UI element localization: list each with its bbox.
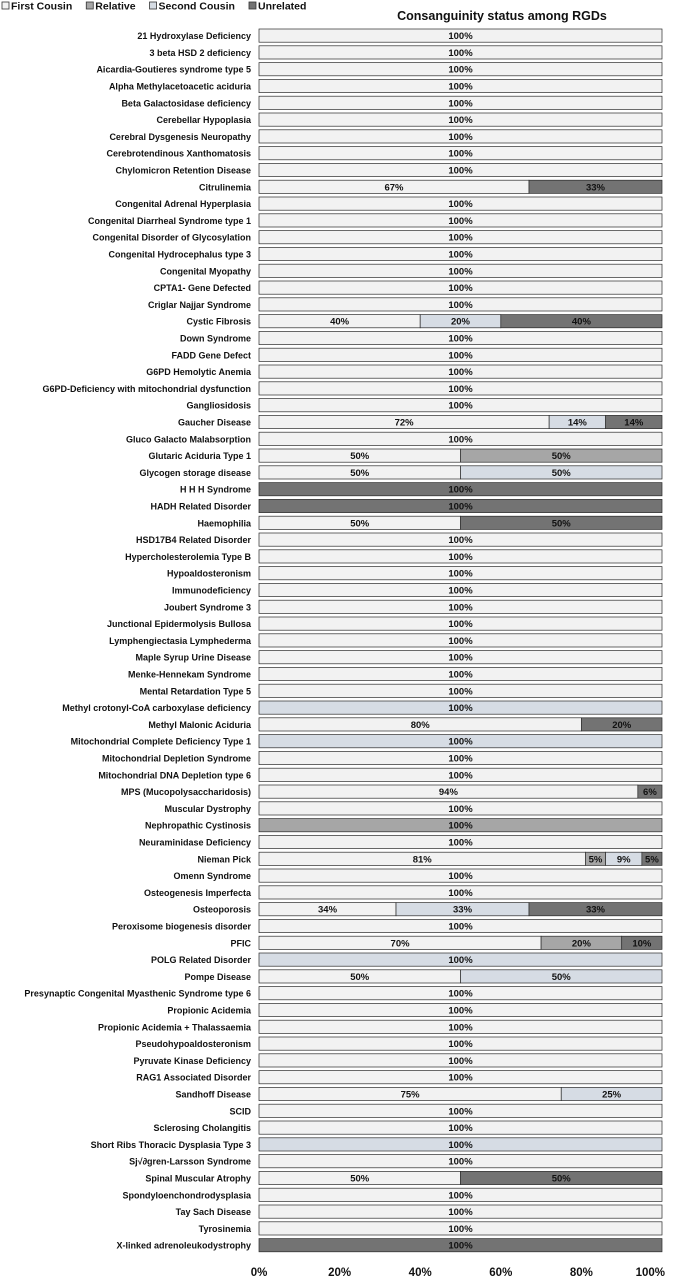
data-label: 100% — [448, 266, 473, 278]
category-label: HSD17B4 Related Disorder — [135, 535, 251, 546]
data-label: 100% — [448, 131, 473, 143]
category-label: Congenital Myopathy — [159, 266, 251, 277]
data-label: 50% — [350, 467, 370, 479]
category-label: Glycogen storage disease — [139, 467, 251, 478]
legend-swatch-unrelated — [249, 2, 256, 9]
data-label: 33% — [585, 182, 606, 194]
data-label: 100% — [448, 400, 473, 412]
category-label: Sj√∂gren-Larsson Syndrome — [129, 1156, 251, 1167]
x-tick-label: 40% — [408, 1267, 432, 1279]
category-label: Mental Retardation Type 5 — [139, 686, 251, 697]
category-label: POLG Related Disorder — [150, 955, 251, 966]
data-label: 100% — [448, 434, 473, 446]
data-label: 25% — [602, 1089, 622, 1101]
data-label: 81% — [412, 854, 432, 866]
category-label: Haemophilia — [197, 518, 251, 529]
data-label: 100% — [448, 988, 473, 1000]
x-tick-label: 0% — [250, 1267, 268, 1279]
category-label: RAG1 Associated Disorder — [136, 1072, 251, 1083]
data-label: 100% — [448, 484, 473, 496]
legend-label-relative: Relative — [95, 0, 136, 13]
data-label: 100% — [448, 921, 473, 933]
data-label: 100% — [448, 249, 473, 261]
legend-swatch-relative — [86, 2, 93, 9]
data-label: 100% — [448, 703, 473, 715]
category-label: HADH Related Disorder — [150, 501, 251, 512]
chart-title: Consanguinity status among RGDs — [397, 9, 607, 23]
data-label: 100% — [448, 602, 473, 614]
data-label: 50% — [350, 1173, 370, 1185]
category-label: Cerebellar Hypoplasia — [156, 115, 251, 126]
category-label: Hypoaldosteronism — [166, 568, 251, 579]
category-label: Short Ribs Thoracic Dysplasia Type 3 — [90, 1139, 251, 1150]
legend — [2, 1, 306, 13]
category-label: Pseudohypoaldosteronism — [135, 1039, 251, 1050]
data-label: 72% — [394, 417, 414, 429]
data-label: 70% — [390, 938, 410, 950]
category-label: Joubert Syndrome 3 — [163, 602, 251, 613]
category-label: Citrulinemia — [198, 182, 251, 193]
data-label: 100% — [448, 1123, 473, 1135]
data-label: 100% — [448, 652, 473, 664]
category-label: FADD Gene Defect — [171, 350, 251, 361]
data-label: 40% — [330, 316, 350, 328]
data-label: 5% — [645, 854, 659, 866]
data-label: 100% — [448, 736, 473, 748]
data-label: 100% — [448, 299, 473, 311]
data-label: 50% — [551, 518, 571, 530]
data-label: 50% — [551, 467, 571, 479]
data-label: 100% — [448, 367, 473, 379]
data-label: 100% — [448, 383, 473, 395]
category-label: Tyrosinemia — [198, 1223, 251, 1234]
data-label: 20% — [450, 316, 471, 328]
category-label: Gaucher Disease — [177, 417, 251, 428]
category-label: X-linked adrenoleukodystrophy — [116, 1240, 251, 1251]
data-label: 100% — [448, 619, 473, 631]
data-label: 100% — [448, 568, 473, 580]
category-label: Immunodeficiency — [171, 585, 251, 596]
category-label: Alpha Methylacetoacetic aciduria — [108, 81, 251, 92]
data-label: 100% — [448, 1055, 473, 1067]
x-tick-label: 60% — [489, 1267, 513, 1279]
data-label: 6% — [643, 787, 657, 799]
category-label: Mitochondrial Complete Deficiency Type 1 — [70, 736, 251, 747]
data-label: 100% — [448, 770, 473, 782]
legend-swatch-first-cousin — [2, 2, 9, 9]
data-label: 100% — [448, 115, 473, 127]
data-label: 100% — [448, 753, 473, 765]
data-label: 50% — [350, 971, 370, 983]
category-label: Methyl Malonic Aciduria — [148, 719, 251, 730]
category-label: Propionic Acidemia + Thalassaemia — [98, 1022, 251, 1033]
category-label: Neuraminidase Deficiency — [138, 837, 251, 848]
category-label: Down Syndrome — [179, 333, 251, 344]
data-label: 100% — [448, 803, 473, 815]
data-label: 94% — [438, 787, 458, 799]
data-label: 100% — [448, 1139, 473, 1151]
data-label: 33% — [453, 904, 473, 916]
category-label: Lymphengiectasia Lymphederma — [109, 635, 251, 646]
category-label: PFIC — [230, 938, 251, 949]
category-label: Cerebral Dysgenesis Neuropathy — [109, 131, 251, 142]
data-label: 100% — [448, 820, 473, 832]
category-label: G6PD-Deficiency with mitochondrial dysfunction — [42, 383, 251, 394]
data-label: 100% — [448, 551, 473, 563]
data-label: 80% — [410, 719, 430, 731]
category-label: 3 beta HSD 2 deficiency — [149, 47, 251, 58]
data-label: 50% — [551, 451, 571, 463]
category-label: G6PD Hemolytic Anemia — [146, 367, 251, 378]
data-label: 40% — [571, 316, 591, 328]
data-label: 100% — [448, 535, 473, 547]
data-label: 20% — [612, 719, 632, 731]
data-label: 100% — [448, 1223, 473, 1235]
legend-label-second-cousin: Second Cousin — [158, 0, 235, 13]
category-label: Maple Syrup Urine Disease — [135, 652, 251, 663]
data-label: 100% — [448, 215, 473, 227]
data-label: 100% — [448, 955, 473, 967]
data-label: 75% — [400, 1089, 420, 1101]
category-label: Peroxisome biogenesis disorder — [111, 921, 251, 932]
data-label: 9% — [616, 854, 631, 866]
data-label: 50% — [350, 451, 370, 463]
category-label: Pompe Disease — [184, 971, 251, 982]
data-label: 33% — [585, 904, 606, 916]
data-label: 100% — [448, 81, 473, 93]
category-label: Mitochondrial DNA Depletion type 6 — [98, 770, 251, 781]
category-label: SCID — [229, 1106, 251, 1117]
data-label: 100% — [448, 1072, 473, 1084]
data-label: 100% — [448, 165, 473, 177]
category-labels-layer — [24, 31, 252, 1251]
category-label: Gangliosidosis — [186, 400, 251, 411]
data-label: 100% — [448, 1156, 473, 1168]
data-label: 50% — [551, 1173, 571, 1185]
category-label: Aicardia-Goutieres syndrome type 5 — [96, 64, 251, 75]
data-label: 100% — [448, 283, 473, 295]
data-label: 100% — [448, 1207, 473, 1219]
legend-label-first-cousin: First Cousin — [11, 0, 73, 13]
category-label: Criglar Najjar Syndrome — [147, 299, 251, 310]
data-label: 100% — [448, 871, 473, 883]
category-label: Menke-Hennekam Syndrome — [127, 669, 251, 680]
data-label: 100% — [448, 98, 473, 110]
category-label: Muscular Dystrophy — [164, 803, 251, 814]
category-label: Glutaric Aciduria Type 1 — [148, 451, 251, 462]
category-label: Congenital Adrenal Hyperplasia — [115, 199, 251, 210]
data-label: 14% — [567, 417, 587, 429]
data-label: 100% — [448, 47, 473, 59]
data-label: 100% — [448, 1022, 473, 1034]
data-label: 34% — [318, 904, 338, 916]
category-label: Nieman Pick — [197, 854, 251, 865]
category-label: Spinal Muscular Atrophy — [145, 1173, 251, 1184]
data-label: 100% — [448, 1190, 473, 1202]
category-label: Congenital Disorder of Glycosylation — [92, 232, 251, 243]
data-label: 100% — [448, 1240, 473, 1252]
data-label: 100% — [448, 1106, 473, 1118]
category-label: Cystic Fibrosis — [186, 316, 251, 327]
category-label: Chylomicron Retention Disease — [115, 165, 251, 176]
category-label: Congenital Hydrocephalus type 3 — [108, 249, 251, 260]
category-label: Cerebrotendinous Xanthomatosis — [106, 148, 251, 159]
data-label: 20% — [571, 938, 591, 950]
data-label: 100% — [448, 669, 473, 681]
data-label: 100% — [448, 350, 473, 362]
data-label: 100% — [448, 232, 473, 244]
data-label: 100% — [448, 585, 473, 597]
data-label: 100% — [448, 1039, 473, 1051]
x-tick-label: 100% — [635, 1267, 665, 1279]
category-label: Beta Galactosidase deficiency — [121, 98, 251, 109]
data-label: 50% — [551, 971, 571, 983]
x-tick-label: 80% — [569, 1267, 593, 1279]
category-label: MPS (Mucopolysaccharidosis) — [120, 787, 251, 798]
category-label: Spondyloenchondrodysplasia — [122, 1190, 251, 1201]
category-label: 21 Hydroxylase Deficiency — [137, 31, 251, 42]
category-label: Congenital Diarrheal Syndrome type 1 — [87, 215, 251, 226]
category-label: Methyl crotonyl-CoA carboxylase deficiency — [62, 703, 251, 714]
category-label: Sandhoff Disease — [175, 1089, 251, 1100]
category-label: Hypercholesterolemia Type B — [125, 551, 251, 562]
x-tick-label: 20% — [328, 1267, 352, 1279]
data-label: 100% — [448, 635, 473, 647]
data-label: 100% — [448, 887, 473, 899]
data-label: 100% — [448, 686, 473, 698]
data-label: 100% — [448, 199, 473, 211]
data-label: 100% — [448, 64, 473, 76]
data-label: 100% — [448, 1005, 473, 1017]
category-label: Presynaptic Congenital Myasthenic Syndrome type 6 — [24, 988, 251, 999]
data-label: 67% — [384, 182, 404, 194]
category-label: H H H Syndrome — [179, 484, 251, 495]
data-label: 50% — [350, 518, 370, 530]
category-label: Gluco Galacto Malabsorption — [125, 434, 251, 445]
category-label: Pyruvate Kinase Deficiency — [133, 1055, 251, 1066]
category-label: Propionic Acidemia — [167, 1005, 251, 1016]
legend-swatch-second-cousin — [150, 2, 157, 9]
category-label: Tay Sach Disease — [175, 1207, 251, 1218]
data-label: 100% — [448, 837, 473, 849]
category-label: Junctional Epidermolysis Bullosa — [106, 619, 251, 630]
legend-label-unrelated: Unrelated — [257, 0, 307, 13]
data-label: 100% — [448, 333, 473, 345]
category-label: Sclerosing Cholangitis — [153, 1123, 251, 1134]
data-label: 14% — [624, 417, 644, 429]
data-label: 10% — [632, 938, 652, 950]
data-label: 5% — [588, 854, 603, 866]
data-label: 100% — [448, 501, 473, 513]
x-axis — [251, 1267, 665, 1279]
category-label: Osteoporosis — [192, 904, 251, 915]
data-label: 100% — [448, 148, 473, 160]
category-label: Nephropathic Cystinosis — [144, 820, 251, 831]
category-label: Osteogenesis Imperfecta — [143, 887, 251, 898]
data-label: 100% — [448, 31, 473, 43]
category-label: Omenn Syndrome — [173, 871, 251, 882]
category-label: CPTA1- Gene Defected — [153, 283, 251, 294]
category-label: Mitochondrial Depletion Syndrome — [101, 753, 251, 764]
